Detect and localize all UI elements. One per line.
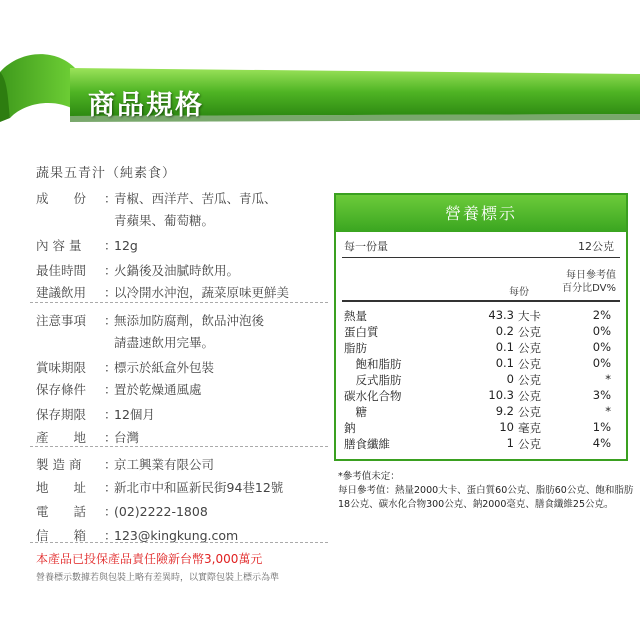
section-title: 商品規格 <box>88 90 204 121</box>
spec-value: 12個月 <box>114 407 155 422</box>
nutrition-unit: 公克 <box>518 357 541 371</box>
dv-line-2: 百分比DV% <box>562 283 616 294</box>
spec-colon: ： <box>104 285 117 300</box>
spec-row <box>36 502 208 520</box>
spec-label: 信 箱 <box>36 528 87 543</box>
spec-row <box>36 455 214 473</box>
nutrition-amount: 9.2 <box>495 404 514 418</box>
spec-row <box>36 261 239 279</box>
nutrition-name: 反式脂肪 <box>344 373 402 387</box>
spec-row <box>36 405 155 423</box>
spec-row <box>36 380 202 398</box>
spec-value: 台灣 <box>114 430 140 445</box>
serving-value: 12公克 <box>578 240 614 253</box>
spec-colon: ： <box>104 430 117 445</box>
nutrition-name: 糖 <box>344 405 367 419</box>
nutrition-row <box>336 404 626 420</box>
nutrition-amount: 0.1 <box>495 356 514 370</box>
nutrition-name: 脂肪 <box>344 341 367 355</box>
nutrition-amount: 0.2 <box>495 324 514 338</box>
nutrition-unit: 毫克 <box>518 421 541 435</box>
nutrition-row <box>336 372 626 388</box>
spec-value: 無添加防腐劑，飲品沖泡後 <box>114 313 265 328</box>
daily-value-header <box>562 269 616 295</box>
nutrition-name: 鈉 <box>344 421 356 435</box>
nutrition-amount: 1 <box>506 436 514 450</box>
spec-label: 最佳時間 <box>36 263 87 278</box>
nutrition-row <box>336 356 626 372</box>
nutrition-amount: 0.1 <box>495 340 514 354</box>
serving-label: 每一份量 <box>344 240 388 253</box>
spec-value: 新北市中和區新民街94巷12號 <box>114 480 284 495</box>
nutrition-name: 熱量 <box>344 309 367 323</box>
nutrition-dv: * <box>605 372 611 386</box>
divider <box>342 257 620 258</box>
spec-value: 標示於紙盒外包裝 <box>114 360 215 375</box>
spec-row <box>36 236 138 254</box>
nutrition-row <box>336 340 626 356</box>
nutrition-unit: 大卡 <box>518 309 541 323</box>
nutrition-name: 碳水化合物 <box>344 389 402 403</box>
spec-label: 內 容 量 <box>36 238 82 253</box>
reference-text: 每日參考值：熱量2000大卡、蛋白質60公克、脂肪60公克、飽和脂肪18公克、碳水化合物300公克、鈉2000毫克、膳食纖維25公克。 <box>338 485 634 510</box>
divider <box>342 300 620 302</box>
product-name: 蔬果五青汁（純素食） <box>36 166 177 181</box>
nutrition-name: 蛋白質 <box>344 325 379 339</box>
spec-colon: ： <box>104 382 117 397</box>
spec-row <box>36 478 283 496</box>
spec-label: 賞味期限 <box>36 360 87 375</box>
spec-value: 請盡速飲用完畢。 <box>114 335 215 350</box>
nutrition-table <box>334 193 628 461</box>
spec-colon: ： <box>104 238 117 253</box>
spec-row <box>36 311 264 329</box>
spec-colon: ： <box>104 480 117 495</box>
spec-label: 保存條件 <box>36 382 87 397</box>
spec-label: 產 地 <box>36 430 87 445</box>
spec-label: 製 造 商 <box>36 457 82 472</box>
spec-value: 123@kingkung.com <box>114 528 239 543</box>
nutrition-dv: 3% <box>592 388 611 402</box>
nutrition-dv: 0% <box>592 340 611 354</box>
spec-row <box>36 428 139 446</box>
nutrition-row <box>336 436 626 452</box>
nutrition-title: 營養標示 <box>336 195 626 232</box>
reference-note <box>338 470 634 512</box>
spec-value: 以冷開水沖泡，蔬菜原味更鮮美 <box>114 285 290 300</box>
nutrition-dv: 2% <box>592 308 611 322</box>
spec-value: 京工興業有限公司 <box>114 457 215 472</box>
divider <box>30 542 328 543</box>
spec-colon: ： <box>104 504 117 519</box>
nutrition-name: 膳食纖維 <box>344 437 390 451</box>
label-note: 營養標示數據若與包裝上略有差異時，以實際包裝上標示為準 <box>36 573 280 583</box>
nutrition-row <box>336 324 626 340</box>
nutrition-dv: * <box>605 404 611 418</box>
spec-colon: ： <box>104 313 117 328</box>
nutrition-unit: 公克 <box>518 389 541 403</box>
spec-colon: ： <box>104 457 117 472</box>
spec-value: 火鍋後及油膩時飲用。 <box>114 263 240 278</box>
spec-value: (02)2222-1808 <box>114 504 208 519</box>
nutrition-amount: 10.3 <box>488 388 514 402</box>
spec-label: 注意事項 <box>36 313 87 328</box>
spec-colon: ： <box>104 360 117 375</box>
nutrition-dv: 0% <box>592 324 611 338</box>
spec-colon: ： <box>104 191 117 206</box>
insurance-warning: 本產品已投保產品責任險新台幣3,000萬元 <box>36 552 263 566</box>
nutrition-row <box>336 308 626 324</box>
spec-label: 成 份 <box>36 191 87 206</box>
spec-colon: ： <box>104 528 117 543</box>
nutrition-row <box>336 388 626 404</box>
nutrition-dv: 0% <box>592 356 611 370</box>
nutrition-unit: 公克 <box>518 373 541 387</box>
spec-value: 青蘋果、葡萄糖。 <box>114 213 215 228</box>
spec-label: 電 話 <box>36 504 87 519</box>
nutrition-dv: 4% <box>592 436 611 450</box>
nutrition-unit: 公克 <box>518 341 541 355</box>
spec-label: 保存期限 <box>36 407 87 422</box>
spec-row <box>36 211 214 229</box>
nutrition-unit: 公克 <box>518 325 541 339</box>
spec-label: 地 址 <box>36 480 87 495</box>
nutrition-amount: 43.3 <box>488 308 514 322</box>
divider <box>30 446 328 447</box>
spec-label: 建議飲用 <box>36 285 87 300</box>
spec-colon: ： <box>104 407 117 422</box>
nutrition-amount: 10 <box>499 420 514 434</box>
per-serving-label: 每份 <box>509 287 529 298</box>
nutrition-row <box>336 420 626 436</box>
spec-colon: ： <box>104 263 117 278</box>
reference-title: *參考值未定： <box>338 471 400 482</box>
spec-row <box>36 283 289 301</box>
dv-line-1: 每日參考值 <box>566 270 616 281</box>
spec-row <box>36 189 277 207</box>
nutrition-unit: 公克 <box>518 437 541 451</box>
nutrition-dv: 1% <box>592 420 611 434</box>
spec-value: 置於乾燥通風處 <box>114 382 202 397</box>
nutrition-name: 飽和脂肪 <box>344 357 402 371</box>
spec-row <box>36 333 214 351</box>
spec-value: 12g <box>114 238 138 253</box>
divider <box>30 302 328 303</box>
nutrition-unit: 公克 <box>518 405 541 419</box>
nutrition-amount: 0 <box>506 372 514 386</box>
spec-value: 青椒、西洋芹、苦瓜、青瓜、 <box>114 191 277 206</box>
spec-row <box>36 358 214 376</box>
